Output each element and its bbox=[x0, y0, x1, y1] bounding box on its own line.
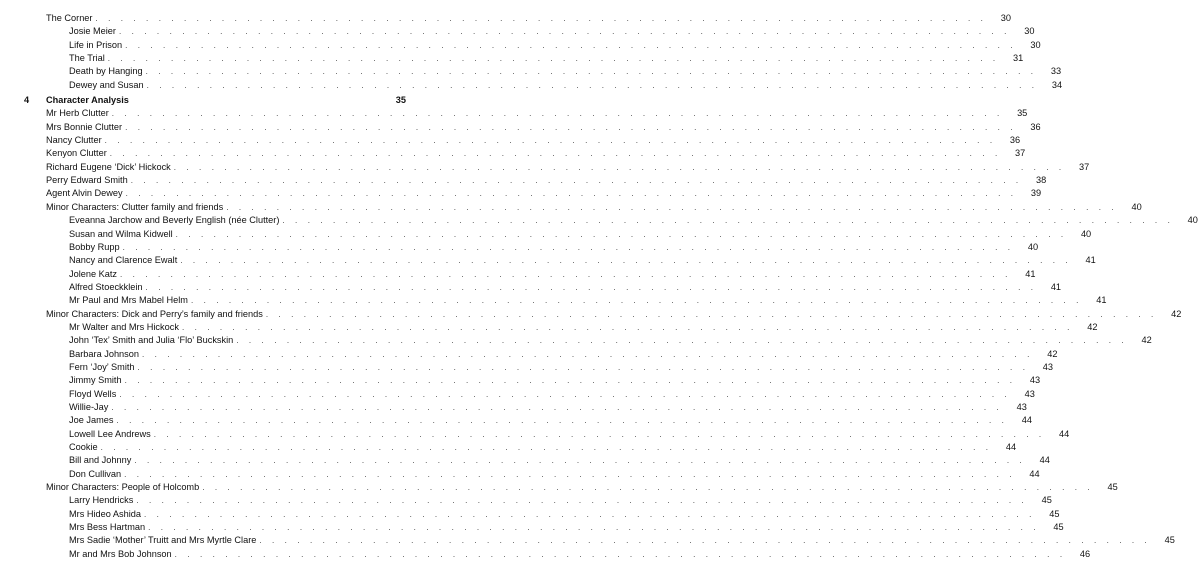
toc-entry-page: 43 bbox=[1016, 401, 1027, 412]
toc-entry-page: 44 bbox=[1039, 455, 1050, 466]
toc-entry-page: 44 bbox=[1005, 442, 1017, 452]
toc-entry[interactable] bbox=[0, 174, 1047, 187]
dot-leader: . . . . . . . . . . . . . . . . . . . . . . . . . . . . . . . . . . . . . . . . . . . . . . . . . . . . . . . . . . . . . . . . . . . . . . . bbox=[236, 336, 1128, 346]
toc-entry-label: Josie Meier bbox=[69, 26, 116, 37]
toc-entry-page: 45 bbox=[1164, 535, 1175, 546]
dot-leader: . . . . . . . . . . . . . . . . . . . . . . . . . . . . . . . . . . . . . . . . . . . . . . . . . . . . . . . . . . . . . . . . . . . . . . . bbox=[137, 362, 1030, 372]
dot-leader: . . . . . . . . . . . . . . . . . . . . . . . . . . . . . . . . . . . . . . . . . . . . . . . . . . . . . . . . . . . . . . . . . . . . . . . bbox=[109, 149, 1002, 159]
toc-entry-page: 39 bbox=[1030, 188, 1042, 199]
dot-leader: . . . . . . . . . . . . . . . . . . . . . . . . . . . . . . . . . . . . . . . . . . . . . . . . . . . . . . . . . . . . . . . . . . . . . . . bbox=[130, 176, 1023, 186]
toc-subentry[interactable] bbox=[0, 214, 1198, 227]
dot-leader: . . . . . . . . . . . . . . . . . . . . . . . . . . . . . . . . . . . . . . . . . . . . . . . . . . . . . . . . . . . . . . . . . . . . . . . bbox=[122, 242, 1015, 252]
toc-entry-label: Fern ‘Joy’ Smith bbox=[69, 361, 135, 372]
dot-leader: . . . . . . . . . . . . . . . . . . . . . . . . . . . . . . . . . . . . . . . . . . . . . . . . . . . . . . . . . . . . . . . . . . . . . . . bbox=[124, 469, 1016, 479]
toc-entry-label: The Trial bbox=[69, 53, 105, 64]
toc-subentry[interactable] bbox=[0, 388, 1035, 401]
dot-leader: . . . . . . . . . . . . . . . . . . . . . . . . . . . . . . . . . . . . . . . . . . . . . . . . . . . . . . . . . . . . . . . . . . . . . . . bbox=[125, 122, 1017, 132]
toc-entry-label: Jimmy Smith bbox=[69, 375, 122, 386]
toc-entry-page: 46 bbox=[1079, 548, 1091, 559]
toc-subentry[interactable] bbox=[0, 401, 1027, 414]
toc-entry-page: 45 bbox=[1049, 508, 1060, 519]
toc-entry-label: John ‘Tex’ Smith and Julia ‘Flo’ Buckskin bbox=[69, 335, 234, 346]
toc-entry-label: Mr Paul and Mrs Mabel Helm bbox=[69, 295, 188, 306]
toc-subentry[interactable] bbox=[0, 334, 1152, 347]
toc-subentry[interactable] bbox=[0, 414, 1032, 427]
toc-entry-page: 43 bbox=[1042, 361, 1054, 372]
toc-entry-page: 41 bbox=[1025, 268, 1036, 279]
dot-leader: . . . . . . . . . . . . . . . . . . . . . . . . . . . . . . . . . . . . . . . . . . . . . . . . . . . . . . . . . . . . . . . . . . . . . . . bbox=[107, 54, 1000, 64]
toc-entry-page: 43 bbox=[1024, 388, 1035, 399]
toc-entry-page: 35 bbox=[1017, 108, 1028, 119]
toc-subentry[interactable] bbox=[0, 65, 1062, 78]
toc-entry-label: Willie-Jay bbox=[69, 401, 109, 412]
toc-entry-label: Don Cullivan bbox=[69, 468, 122, 479]
chapter-heading[interactable] bbox=[0, 94, 438, 107]
toc-entry-page: 44 bbox=[1058, 428, 1070, 439]
toc-entry-label: Bill and Johnny bbox=[69, 455, 132, 466]
toc-entry-page: 45 bbox=[1041, 495, 1052, 506]
dot-leader: . . . . . . . . . . . . . . . . . . . . . . . . . . . . . . . . . . . . . . . . . . . . . . . . . . . . . . . . . . . . . . . . . . . . . . . bbox=[104, 136, 997, 146]
toc-subentry[interactable] bbox=[0, 281, 1062, 294]
dot-leader: . . . . . . . . . . . . . . . . . . . . . . . . . . . . . . . . . . . . . . . . . . . . . . . . . . . . . . . . . . . . . . . . . . . . . . . bbox=[125, 189, 1018, 199]
toc-subentry[interactable] bbox=[0, 534, 1175, 547]
toc-entry-page: 45 bbox=[1107, 482, 1118, 493]
toc-entry-page: 40 bbox=[1080, 228, 1092, 239]
toc-entry-page: 31 bbox=[1013, 53, 1024, 64]
toc-entry[interactable] bbox=[0, 187, 1042, 200]
toc-entry-page: 42 bbox=[1087, 321, 1098, 332]
toc-entry-page: 42 bbox=[1171, 308, 1182, 319]
toc-subentry[interactable] bbox=[0, 348, 1058, 361]
toc-subentry[interactable] bbox=[0, 494, 1052, 507]
toc-subentry[interactable] bbox=[0, 441, 1017, 454]
toc-subentry[interactable] bbox=[0, 454, 1050, 467]
toc-subentry[interactable] bbox=[0, 521, 1064, 534]
dot-leader: . . . . . . . . . . . . . . . . . . . . . . . . . . . . . . . . . . . . . . . . . . . . . . . . . . . . . . . . . . . . . . . . . . . . . . . bbox=[265, 309, 1158, 319]
dot-leader: . . . . . . . . . . . . . . . . . . . . . . . . . . . . . . . . . . . . . . . . . . . . . . . . . . . . . . . . . . . . . . . . . . . . . . . bbox=[190, 296, 1083, 306]
toc-entry-label: Mrs Bonnie Clutter bbox=[46, 121, 123, 132]
toc-entry-label: Jolene Katz bbox=[69, 268, 118, 279]
toc-subentry[interactable] bbox=[0, 241, 1039, 254]
dot-leader: . . . . . . . . . . . . . . . . . . . . . . . . . . . . . . . . . . . . . . . . . . . . . . . . . . . . . . . . . . . . . . . . . . . . . . . bbox=[111, 402, 1003, 412]
dot-leader: . . . . . . . . . . . . . . . . . . . . . . . . . . . . . . . . . . . . . . . . . . . . . . . . . . . . . . . . . . . . . . . . . . . . . . . bbox=[145, 282, 1038, 292]
dot-leader: . . . . . . . . . . . . . . . . . . . . . . . . . . . . . . . . . . . . . . . . . . . . . . . . . . . . . . . . . . . . . . . . . . . . . . . bbox=[100, 443, 993, 452]
toc-entry-label: Joe James bbox=[69, 415, 114, 426]
dot-leader: . . . . . . . . . . . . . . . . . . . . . . . . . . . . . . . . . . . . . . . . . . . . . . . . . . . . . . . . . . . . . . . . . . . . . . . bbox=[120, 269, 1012, 279]
dot-leader: . . . . . . . . . . . . . . . . . . . . . . . . . . . . . . . . . . . . . . . . . . . . . . . . . . . . . . . . . . . . . . . . . . . . . . . bbox=[259, 536, 1151, 546]
dot-leader: . . . . . . . . . . . . . . . . . . . . . . . . . . . . . . . . . . . . . . . . . . . . . . . . . . . . . . . . . . . . . . . . . . . . . . . bbox=[226, 202, 1118, 212]
toc-entry-label: Minor Characters: Dick and Perry’s family and friends bbox=[46, 308, 263, 319]
toc-subentry[interactable] bbox=[0, 508, 1060, 521]
toc-entry[interactable] bbox=[0, 201, 1142, 214]
toc-entry-page: 40 bbox=[1131, 201, 1142, 212]
toc-subentry[interactable] bbox=[0, 268, 1036, 281]
toc-entry-page: 41 bbox=[1085, 255, 1096, 266]
toc-entry-page: 42 bbox=[1047, 348, 1058, 359]
dot-leader: . . . . . . . . . . . . . . . . . . . . . . . . . . . . . . . . . . . . . . . . . . . . . . . . . . . . . . . . . . . . . . . . . . . . . . . bbox=[175, 229, 1068, 239]
dot-leader: . . . . . . . . . . . . . . . . . . . . . . . . . . . . . . . . . . . . . . . . . . . . . . . . . . . . . . . . . . . . . . . . . . . . . . . bbox=[141, 349, 1034, 359]
toc-subentry[interactable] bbox=[0, 25, 1035, 38]
chapter-number: 4 bbox=[24, 95, 30, 106]
dot-leader: . . . . . . . . . . . . . . . . . . . . . . . . . . . . . . . . . . . . . . . . . . . . . . . . . . . . . . . . . . . . . . . . . . . . . . . bbox=[118, 27, 1011, 37]
toc-entry-page: 34 bbox=[1051, 79, 1063, 90]
toc-entry-label: Mrs Hideo Ashida bbox=[69, 508, 142, 519]
toc-entry-page: 45 bbox=[1053, 522, 1064, 533]
chapter-title: Character Analysis bbox=[46, 95, 129, 106]
toc-subentry[interactable] bbox=[0, 374, 1041, 387]
toc-entry-label: Alfred Stoeckklein bbox=[69, 281, 143, 292]
dot-leader: . . . . . . . . . . . . . . . . . . . . . . . . . . . . . . . . . . . . . . . . . . . . . . . . . . . . . . . . . . . . . . . . . . . . . . . bbox=[119, 389, 1011, 399]
toc-entry-page: 30 bbox=[1024, 26, 1035, 37]
dot-leader: . . . . . . . . . . . . . . . . . . . . . . . . . . . . . . . . . . . . . . . . . . . . . . . . . . . . . . . . . . . . . . . . . . . . . . . bbox=[95, 14, 987, 23]
dot-leader: . . . . . . . . . . . . . . . . . . . . . . . . . . . . . . . . . . . . . . . . . . . . . . . . . . . . . . . . . . . . . . . . . . . . . . . bbox=[282, 216, 1174, 226]
dot-leader: . . . . . . . . . . . . . . . . . . . . . . . . . . . . . . . . . . . . . . . . . . . . . . . . . . . . . . . . . . . . . . . . . . . . . . . bbox=[173, 162, 1066, 172]
toc-entry-page: 41 bbox=[1050, 281, 1062, 292]
toc-entry-label: Minor Characters: People of Holcomb bbox=[46, 482, 200, 493]
dot-leader: . . . . . . . . . . . . . . . . . . . . . . . . . . . . . . . . . . . . . . . . . . . . . . . . . . . . . . . . . . . . . . . . . . . . . . . bbox=[181, 322, 1074, 332]
toc-entry-label: Death by Hanging bbox=[69, 66, 143, 77]
toc-subentry[interactable] bbox=[0, 294, 1107, 307]
toc-entry-label: Dewey and Susan bbox=[69, 79, 144, 90]
toc-entry[interactable] bbox=[0, 107, 1028, 120]
toc-entry-page: 37 bbox=[1079, 161, 1090, 172]
toc-entry-page: 30 bbox=[1030, 39, 1041, 50]
dot-leader: . . . . . . . . . . . . . . . . . . . . . . . . . . . . . . . . . . . . . . . . . . . . . . . . . . . . . . . . . . . . . . . . . . . . . . . bbox=[124, 376, 1017, 386]
toc-entry[interactable] bbox=[0, 481, 1118, 494]
toc-subentry[interactable] bbox=[0, 79, 1063, 92]
dot-leader: . . . . . . . . . . . . . . . . . . . . . . . . . . . . . . . . . . . . . . . . . . . . . . . . . . . . . . . . . . . . . . . . . . . . . . . bbox=[136, 496, 1028, 506]
toc-subentry[interactable] bbox=[0, 52, 1024, 65]
toc-entry-label: The Corner bbox=[46, 13, 93, 23]
toc-entry[interactable] bbox=[0, 12, 1011, 25]
dot-leader: . . . . . . . . . . . . . . . . . . . . . . . . . . . . . . . . . . . . . . . . . . . . . . . . . . . . . . . . . . . . . . . . . . . . . . . bbox=[116, 416, 1008, 426]
toc-entry-label: Nancy and Clarence Ewalt bbox=[69, 255, 178, 266]
toc-subentry[interactable] bbox=[0, 228, 1092, 241]
toc-entry-page: 44 bbox=[1021, 415, 1032, 426]
dot-leader: . . . . . . . . . . . . . . . . . . . . . . . . . . . . . . . . . . . . . . . . . . . . . . . . . . . . . . . . . . . . . . . . . . . . . . . bbox=[144, 509, 1036, 519]
dot-leader: . . . . . . . . . . . . . . . . . . . . . . . . . . . . . . . . . . . . . . . . . . . . . . . . . . . . . . . . . . . . . . . . . . . . . . . bbox=[180, 256, 1072, 266]
toc-entry-page: 40 bbox=[1187, 215, 1198, 226]
toc-entry-page: 37 bbox=[1015, 148, 1026, 159]
dot-leader: . . . . . . . . . . . . . . . . . . . . . . . . . . . . . . . . . . . . . . . . . . . . . . . . . . . . . . . . . . . . . . . . . . . . . . . bbox=[145, 67, 1038, 77]
toc-subentry[interactable] bbox=[0, 428, 1070, 441]
toc-entry-page: 36 bbox=[1009, 135, 1021, 146]
toc-subentry[interactable] bbox=[0, 361, 1054, 374]
toc-entry-label: Mr Walter and Mrs Hickock bbox=[69, 321, 179, 332]
toc-entry-page: 43 bbox=[1029, 375, 1041, 386]
toc-subentry[interactable] bbox=[0, 548, 1091, 561]
toc-entry-label: Eveanna Jarchow and Beverly English (née Clutter) bbox=[69, 215, 280, 226]
toc-entry-label: Nancy Clutter bbox=[46, 135, 102, 146]
toc-entry-label: Bobby Rupp bbox=[69, 241, 120, 252]
toc-subentry[interactable] bbox=[0, 39, 1041, 52]
toc-entry-label: Agent Alvin Dewey bbox=[46, 188, 123, 199]
dot-leader: . . . . . . . . . . . . . . . . . . . . . . . . . . . . . . . . . . . . . . . . . . . . . . . . . . . . . . . . . . . . . . . . . . . . . . . bbox=[148, 523, 1040, 533]
toc-entry-label: Susan and Wilma Kidwell bbox=[69, 228, 173, 239]
toc-entry[interactable] bbox=[0, 121, 1041, 134]
toc-entry-page: 38 bbox=[1035, 175, 1047, 186]
dot-leader: . . . . . . . . . . . . . . . . . . . . . . . . . . . . . . . . . . . . . . . . . . . . . . . . . . . . . . . . . . . . . . . . . . . . . . . bbox=[134, 456, 1026, 466]
toc-subentry[interactable] bbox=[0, 468, 1040, 481]
toc-entry[interactable] bbox=[0, 308, 1182, 321]
toc-entry-label: Perry Edward Smith bbox=[46, 175, 128, 186]
toc-entry-label: Cookie bbox=[69, 442, 98, 452]
dot-leader: . . . . . . . . . . . . . . . . . . . . . . . . . . . . . . . . . . . . . . . . . . . . . . . . . . . . . . . . . . . . . . . . . . . . . . . bbox=[111, 109, 1004, 119]
toc-entry-label: Mrs Sadie ‘Mother’ Truitt and Mrs Myrtle Clare bbox=[69, 535, 257, 546]
toc-entry[interactable] bbox=[0, 134, 1021, 147]
toc-subentry[interactable] bbox=[0, 254, 1096, 267]
chapter-page: 35 bbox=[395, 95, 406, 106]
toc-entry-label: Barbara Johnson bbox=[69, 348, 139, 359]
toc-entry-page: 44 bbox=[1029, 468, 1040, 479]
toc-entry-page: 41 bbox=[1096, 295, 1107, 306]
toc-entry-page: 30 bbox=[1000, 13, 1011, 23]
dot-leader: . . . . . . . . . . . . . . . . . . . . . . . . . . . . . . . . . . . . . . . . . . . . . . . . . . . . . . . . . . . . . . . . . . . . . . . bbox=[125, 40, 1017, 50]
toc-entry-label: Floyd Wells bbox=[69, 388, 117, 399]
dot-leader: . . . . . . . . . . . . . . . . . . . . . . . . . . . . . . . . . . . . . . . . . . . . . . . . . . . . . . . . . . . . . . . . . . . . . . . bbox=[174, 549, 1067, 559]
toc-entry[interactable] bbox=[0, 147, 1026, 160]
toc-entry-label: Lowell Lee Andrews bbox=[69, 428, 151, 439]
dot-leader: . . . . . . . . . . . . . . . . . . . . . . . . . . . . . . . . . . . . . . . . . . . . . . . . . . . . . . . . . . . . . . . . . . . . . . . bbox=[202, 483, 1094, 493]
toc-entry-label: Richard Eugene ‘Dick’ Hickock bbox=[46, 161, 171, 172]
toc-entry-label: Mr Herb Clutter bbox=[46, 108, 109, 119]
toc-entry-label: Larry Hendricks bbox=[69, 495, 134, 506]
toc-entry-label: Minor Characters: Clutter family and friends bbox=[46, 201, 224, 212]
dot-leader: . . . . . . . . . . . . . . . . . . . . . . . . . . . . . . . . . . . . . . . . . . . . . . . . . . . . . . . . . . . . . . . . . . . . . . . bbox=[146, 80, 1039, 90]
toc-subentry[interactable] bbox=[0, 321, 1098, 334]
toc-entry-label: Kenyon Clutter bbox=[46, 148, 107, 159]
toc-entry-label: Mrs Bess Hartman bbox=[69, 522, 146, 533]
toc-entry-page: 36 bbox=[1030, 121, 1041, 132]
toc-entry-label: Life in Prison bbox=[69, 39, 123, 50]
dot-leader: . . . . . . . . . . . . . . . . . . . . . . . . . . . . . . . . . . . . . . . . . . . . . . . . . . . . . . . . . . . . . . . . . . . . . . . bbox=[153, 429, 1046, 439]
toc-entry-page: 42 bbox=[1141, 335, 1152, 346]
table-of-contents bbox=[0, 12, 1198, 561]
toc-entry[interactable] bbox=[0, 161, 1090, 174]
toc-entry-page: 40 bbox=[1027, 241, 1039, 252]
toc-entry-page: 33 bbox=[1050, 66, 1062, 77]
toc-entry-label: Mr and Mrs Bob Johnson bbox=[69, 548, 172, 559]
